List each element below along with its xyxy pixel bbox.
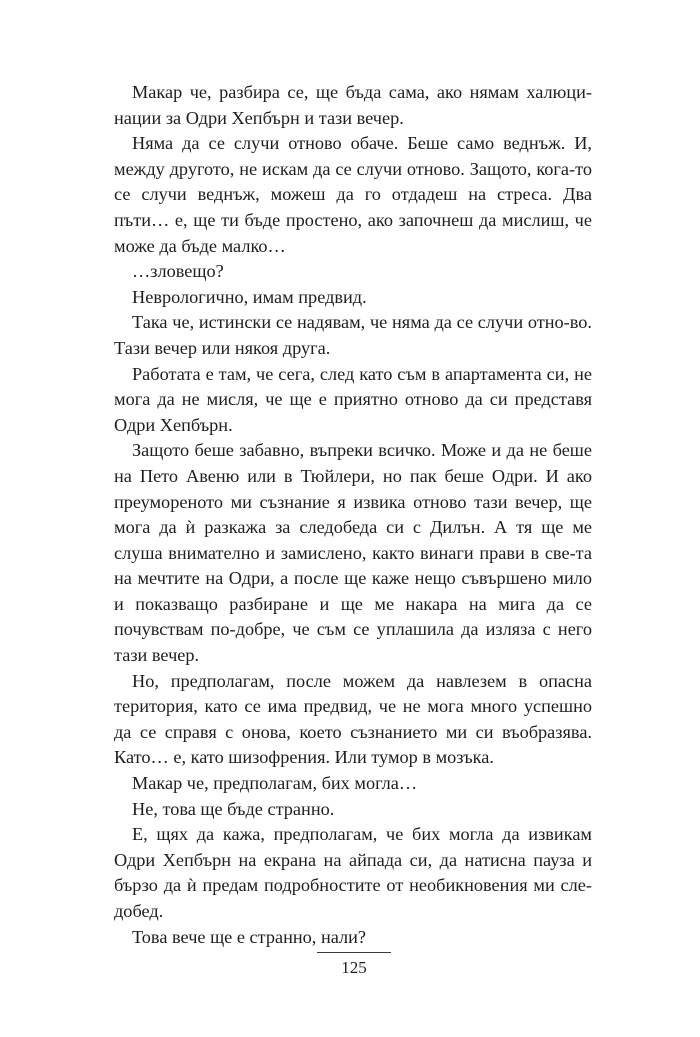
footer-divider xyxy=(317,952,391,953)
paragraph: Няма да се случи отново обаче. Беше само веднъж. И, между другото, не искам да се случи отново. Защото, кога-то се случи веднъж, можеш да го отдадеш на стреса. Два пъти… е, ще ти бъде простено, ако започнеш да мислиш, че може да бъде малко… xyxy=(114,133,592,256)
paragraph: Защото беше забавно, въпреки всичко. Може и да не беше на Пето Авеню или в Тюйлери, но пак беше Одри. И ако преуморeното ми съзнание я извика отново тази вечер, ще мога да ѝ разкажа за следобеда си с Дилън. А тя ще ме слуша внимателно и замислено, както винаги прави в све-та на мечтите на Одри, а после ще каже нещо съвършено мило и показващо разбиране и ще ме накара на мига да се почувствам по-добре, че съм се уплашила да изляза с него тази вечер. xyxy=(114,440,592,666)
paragraph: Така че, истински се надявам, че няма да се случи отно-во. Тази вечер или някоя друга. xyxy=(114,312,592,358)
paragraph: Макар че, предполагам, бих могла… xyxy=(132,773,418,794)
body-text xyxy=(114,80,592,950)
paragraph: Това вече ще е странно, нали? xyxy=(132,926,367,947)
page-number: 125 xyxy=(341,958,367,977)
paragraph: Но, предполагам, после можем да навлезем в опасна територия, като се има предвид, че не мога много успешно да се справя с онова, което съзнанието ми си въобразява. Като… е, като шизофрения. Или тумор в мозъка. xyxy=(114,670,592,768)
paragraph: …зловещо? xyxy=(132,261,224,282)
paragraph: Неврологично, имам предвид. xyxy=(132,286,367,307)
paragraph: Работата е там, че сега, след като съм в апартамента си, не мога да не мисля, че ще е приятно отново да си представя Одри Хепбърн. xyxy=(114,363,592,435)
paragraph: Макар че, разбира се, ще бъда сама, ако нямам халюци-нации за Одри Хепбърн и тази вечер. xyxy=(114,82,592,128)
paragraph: Не, това ще бъде странно. xyxy=(132,798,335,819)
paragraph: Е, щях да кажа, предполагам, че бих могла да извикам Одри Хепбърн на екрана на айпада си, да натисна пауза и бързо да ѝ предам подробностите от необикновения ми сле-добед. xyxy=(114,824,592,921)
